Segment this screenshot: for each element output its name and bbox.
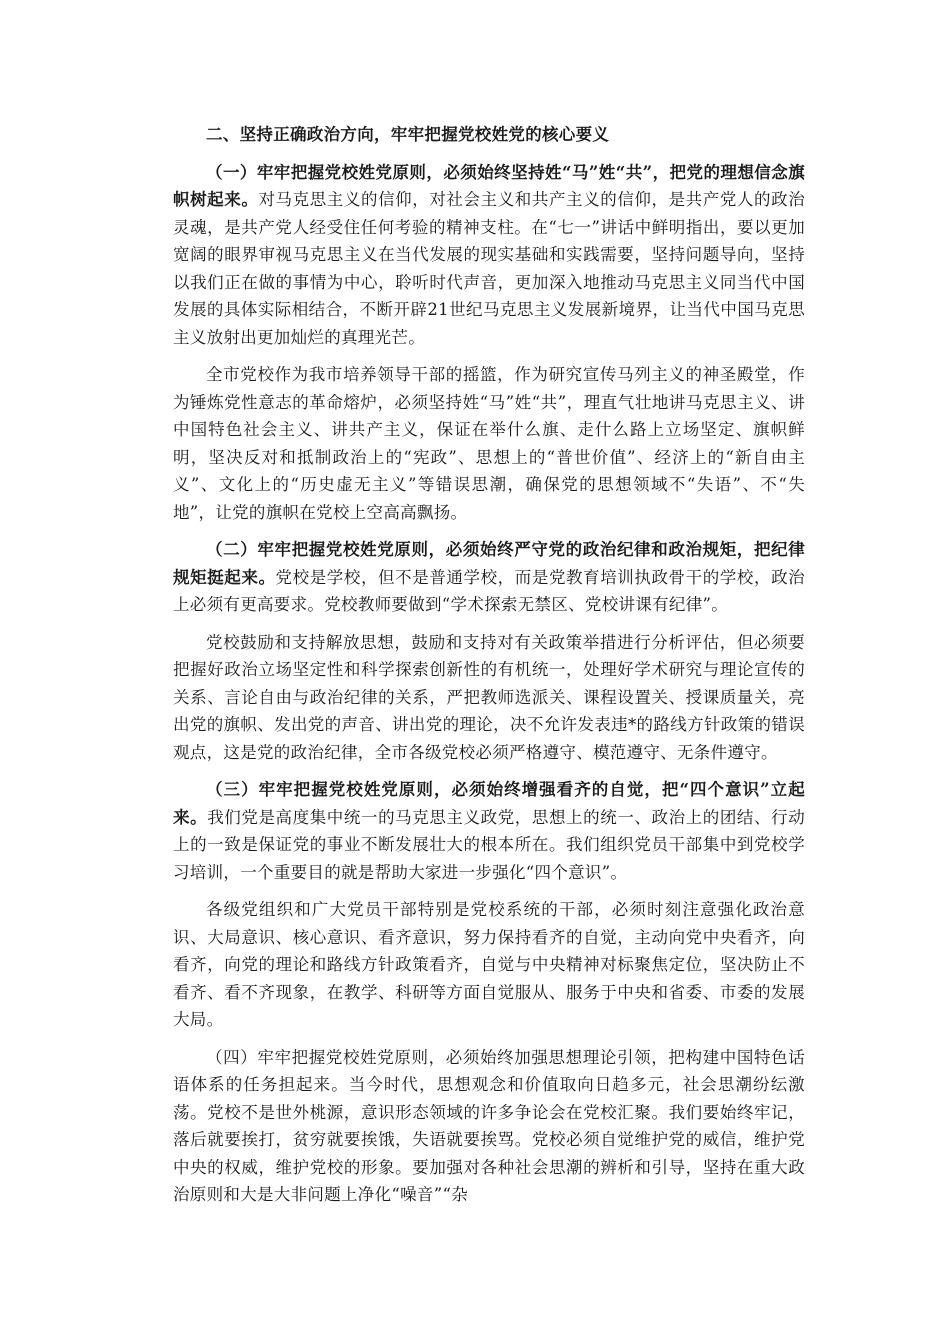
paragraph-2 [173, 361, 805, 526]
paragraph-5 [173, 776, 805, 886]
paragraph-3 [173, 536, 805, 619]
paragraph-7 [173, 1044, 805, 1209]
paragraph-text: 我们党是高度集中统一的马克思主义政党，思想上的统一、政治上的团结、行动上的一致是保证党的事业不断发展壮大的根本所在。我们组织党员干部集中到党校学习培训，一个重要目的就是帮助大家进一步强化“四个意识”。 [173, 807, 806, 882]
document-body [173, 121, 805, 1209]
paragraph-text: 对马克思主义的信仰，对社会主义和共产主义的信仰，是共产党人的政治灵魂，是共产党人经受住任何考验的精神支柱。在“七一”讲话中鲜明指出，要以更加宽阔的眼界审视马克思主义在当代发展的现实基础和实践需要，坚持问题导向，坚持以我们正在做的事情为中心，聆听时代声音，更加深入地推动马克思主义同当代中国发展的具体实际相结合，不断开辟21世纪马克思主义发展新境界，让当代中国马克思主义放射出更加灿烂的真理光芒。 [173, 190, 806, 347]
paragraph-text: （四）牢牢把握党校姓党原则，必须始终加强思想理论引领，把构建中国特色话语体系的任务担起来。当今时代，思想观念和价值取向日趋多元，社会思潮纷纭激荡。党校不是世外桃源，意识形态领域的许多争论会在党校汇聚。我们要始终牢记，落后就要挨打，贫穷就要挨饿，失语就要挨骂。党校必须自觉维护党的威信，维护党中央的权威，维护党校的形象。要加强对各种社会思潮的辨析和引导，坚持在重大政治原则和大是大非问题上净化“噪音”“杂 [173, 1047, 805, 1204]
paragraph-6 [173, 896, 805, 1034]
paragraph-4 [173, 629, 805, 767]
paragraph-lead: （二）牢牢把握党校姓党原则，必须始终严守党的政治纪律和政治规矩，把纪律规矩挺起来。 [173, 540, 805, 587]
paragraph-text: 党校鼓励和支持解放思想，鼓励和支持对有关政策举措进行分析评估，但必须要把握好政治立场坚定性和科学探索创新性的有机统一，处理好学术研究与理论宣传的关系、言论自由与政治纪律的关系，严把教师选派关、课程设置关、授课质量关，亮出党的旗帜、发出党的声音、讲出党的理论，决不允许发表违*的路线方针政策的错误观点，这是党的政治纪律，全市各级党校必须严格遵守、模范遵守、无条件遵守。 [173, 632, 805, 762]
section-heading: 二、坚持正确政治方向，牢牢把握党校姓党的核心要义 [206, 125, 610, 144]
paragraph-1 [173, 159, 805, 352]
paragraph-lead: （一）牢牢把握党校姓党原则，必须始终坚持姓“马”姓“共”，把党的理想信念旗帜树起来。 [173, 162, 805, 209]
paragraph-text: 党校是学校，但不是普通学校，而是党教育培训执政骨干的学校，政治上必须有更高要求。党校教师要做到“学术探索无禁区、党校讲课有纪律”。 [173, 567, 805, 614]
paragraph-text: 全市党校作为我市培养领导干部的摇篮，作为研究宣传马列主义的神圣殿堂，作为锤炼党性意志的革命熔炉，必须坚持姓“马”姓“共”，理直气壮地讲马克思主义、讲中国特色社会主义、讲共产主义，保证在举什么旗、走什么路上立场坚定、旗帜鲜明，坚决反对和抵制政治上的“宪政”、思想上的“普世价值”、经济上的“新自由主义”、文化上的“历史虚无主义”等错误思潮，确保党的思想领域不“失语”、不“失地”，让党的旗帜在党校上空高高飘扬。 [173, 365, 805, 522]
paragraph-text: 各级党组织和广大党员干部特别是党校系统的干部，必须时刻注意强化政治意识、大局意识、核心意识、看齐意识，努力保持看齐的自觉，主动向党中央看齐，向看齐，向党的理论和路线方针政策看齐，自觉与中央精神对标聚焦定位，坚决防止不看齐、看不齐现象，在教学、科研等方面自觉服从、服务于中央和省委、市委的发展大局。 [173, 900, 805, 1029]
paragraph-lead: （三）牢牢把握党校姓党原则，必须始终增强看齐的自觉，把“四个意识”立起来。 [173, 780, 805, 827]
